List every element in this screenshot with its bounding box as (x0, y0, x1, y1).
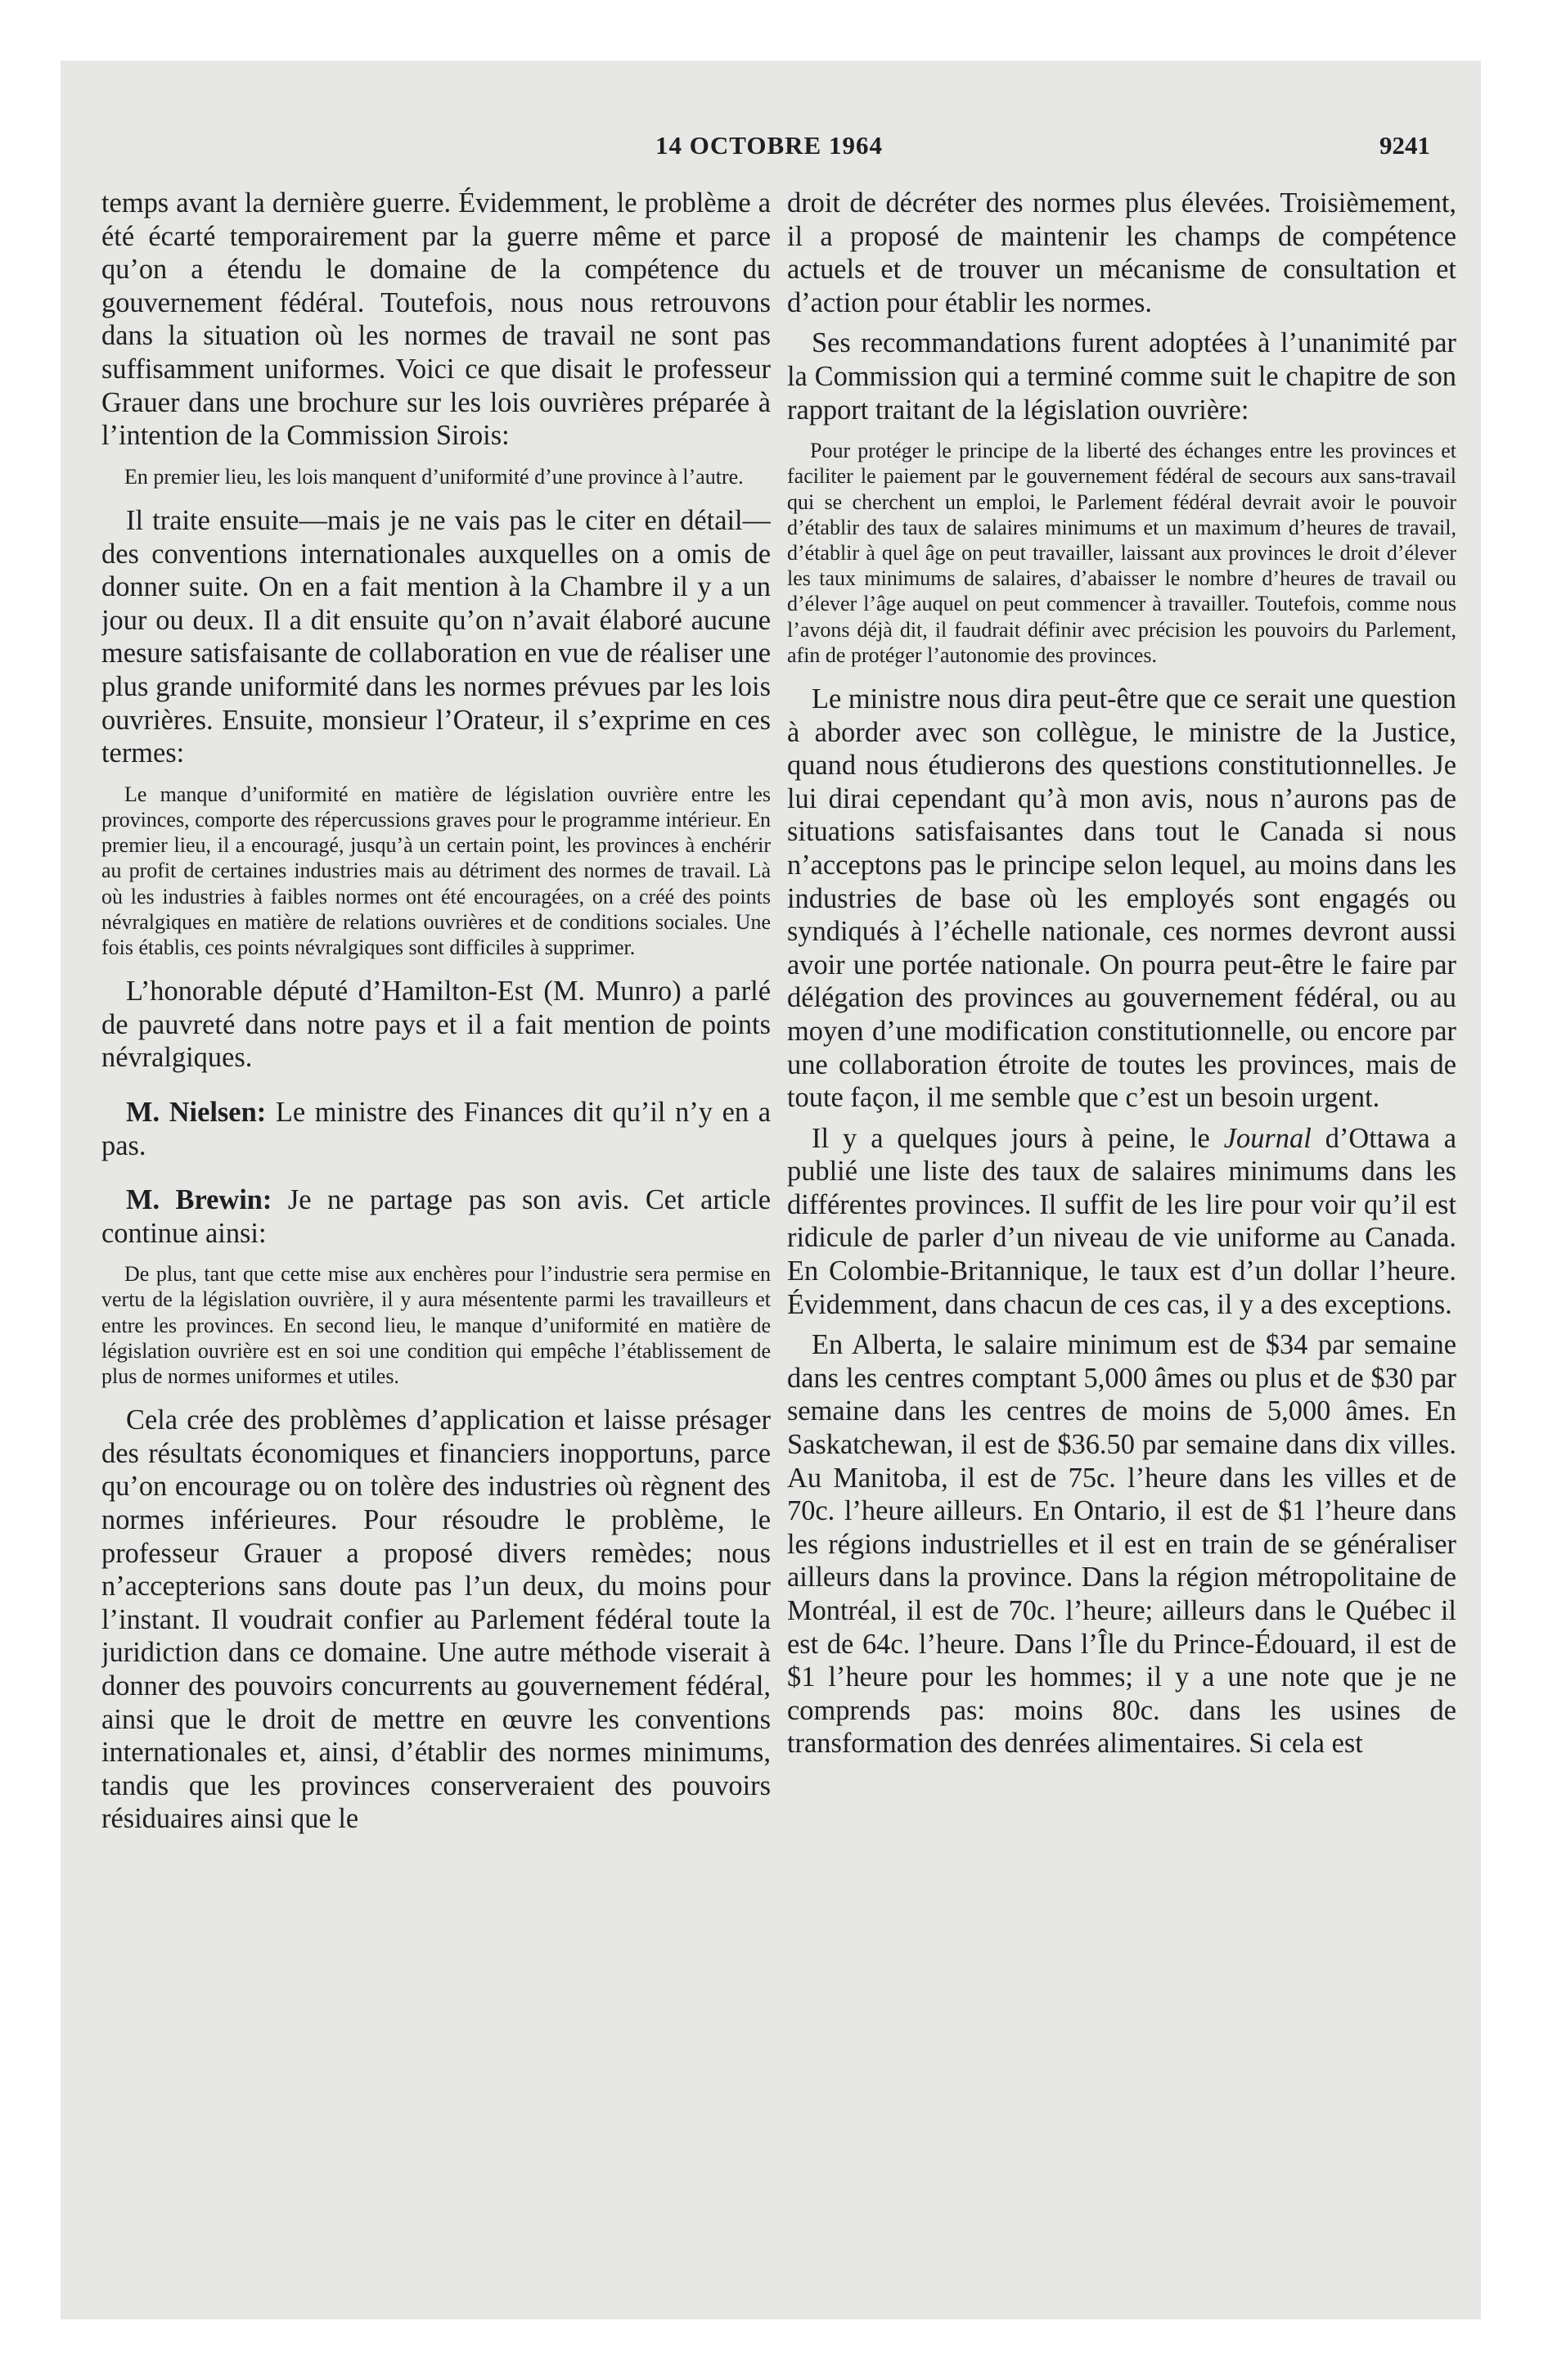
paragraph (787, 1122, 1456, 1322)
paragraph: L’honorable député d’Hamilton-Est (M. Munro) a parlé de pauvreté dans notre pays et il a fait mention de points névralgiques. (101, 976, 771, 1074)
page-header (98, 131, 1440, 177)
text-run: Il y a quelques jours à peine, le (812, 1122, 1224, 1154)
paragraph: Il traite ensuite—mais je ne vais pas le citer en détail—des conventions internationales auxquelles on a omis de donner suite. On en a fait mention à la Chambre il y a un jour ou deux. Il a dit ensuite qu’on n’avait élaboré aucune mesure satisfaisante de collaboration en vue de réaliser une plus grande uniformité dans les normes prévues par les lois ouvrières. Ensuite, monsieur l’Orateur, il s’exprime en ces termes: (101, 504, 771, 769)
speech-text: Le ministre des Finances dit qu’il n’y en a pas. (101, 1096, 771, 1161)
right-column (787, 187, 1456, 2282)
paragraph: temps avant la dernière guerre. Évidemment, le problème a été écarté temporairement par la guerre même et parce qu’on a étendu le domaine de la compétence du gouvernement fédéral. Toutefois, nous nous retrouvons dans la situation où les normes de travail ne sont pas suffisamment uniformes. Voici ce que disait le professeur Grauer dans une brochure sur les lois ouvrières préparée à l’intention de la Commission Sirois: (101, 187, 771, 452)
paragraph: En Alberta, le salaire minimum est de $34 par semaine dans les centres comptant 5,000 âmes ou plus et de $30 par semaine dans les centres de moins de 5,000 âmes. En Saskatchewan, il est de $36.50 par semaine dans dix villes. Au Manitoba, il est de 75c. l’heure dans les villes et de 70c. l’heure ailleurs. En Ontario, il est de $1 l’heure dans les régions industrielles et il est en train de se généraliser ailleurs dans la province. Dans la région métropolitaine de Montréal, il est de 70c. l’heure; ailleurs dans le Québec il est de 64c. l’heure. Dans l’Île du Prince-Édouard, il est de $1 l’heure pour les hommes; il y a une note que je ne comprends pas: moins 80c. dans les usines de transformation des denrées alimentaires. Si cela est (787, 1329, 1456, 1760)
block-quote: En premier lieu, les lois manquent d’uniformité d’une province à l’autre. (124, 464, 744, 489)
block-quote: Pour protéger le principe de la liberté des échanges entre les provinces et faciliter le paiement par le gouvernement fédéral de secours aux sans-travail qui se cherchent un emploi, le Parlement fédéral devrait avoir le pouvoir d’établir des taux de salaires minimums et un maximum d’heures de travail, d’établir à quel âge on peut travailler, laissant aux provinces le droit d’élever les taux minimums de salaires, d’abaisser le nombre d’heures de travail ou d’élever l’âge auquel on peut commencer à travailler. Toutefois, comme nous l’avons déjà dit, il faudrait définir avec précision les pouvoirs du Parlement, afin de protéger l’autonomie des provinces. (787, 439, 1456, 667)
paragraph: Ses recommandations furent adoptées à l’unanimité par la Commission qui a terminé comme suit le chapitre de son rapport traitant de la législation ouvrière: (787, 327, 1456, 426)
paragraph: Le ministre nous dira peut-être que ce serait une question à aborder avec son collègue, le ministre de la Justice, quand nous étudierons des questions constitutionnelles. Je lui dirai cependant qu’à mon avis, nous n’aurons pas de situations satisfaisantes dans tout le Canada si nous n’acceptons pas le principe selon lequel, au moins dans les industries de base où les employés sont engagés ou syndiqués à l’échelle nationale, ces normes devront aussi avoir une portée nationale. On pourra peut-être le faire par délégation des provinces au gouvernement fédéral, ou au moyen d’une modification constitutionnelle, ou encore par une collaboration étroite de toutes les provinces, mais de toute façon, il me semble que c’est un besoin urgent. (787, 683, 1456, 1114)
newspaper-title: Journal (1223, 1122, 1312, 1154)
block-quote: De plus, tant que cette mise aux enchères pour l’industrie sera permise en vertu de la législation ouvrière, il y aura mésentente parmi les travailleurs et entre les provinces. En second lieu, le manque d’uniformité en matière de législation ouvrière est en soi une condition qui empêche l’établissement de plus de normes uniformes et utiles. (101, 1262, 771, 1389)
block-quote: Le manque d’uniformité en matière de législation ouvrière entre les provinces, comporte des répercussions graves pour le programme intérieur. En premier lieu, il a encouragé, jusqu’à un certain point, les provinces à enchérir au profit de certaines industries mais au détriment des normes de travail. Là où les industries à faibles normes ont été encouragées, on a créé des points névralgiques en matière de relations ouvrières et de conditions sociales. Une fois établis, ces points névralgiques sont difficiles à supprimer. (101, 782, 771, 959)
header-date: 14 OCTOBRE 1964 (655, 131, 883, 160)
paragraph: Cela crée des problèmes d’application et laisse présager des résultats économiques et financiers inopportuns, parce qu’on encourage ou on tolère des industries où règnent des normes inférieures. Pour résoudre le problème, le professeur Grauer a proposé divers remèdes; nous n’accepterions sans doute pas l’un deux, du moins pour l’instant. Il voudrait confier au Parlement fédéral toute la juridiction dans ce domaine. Une autre méthode viserait à donner des pouvoirs concurrents au gouvernement fédéral, ainsi que le droit de mettre en œuvre les conventions internationales et, ainsi, d’établir des normes minimums, tandis que les provinces conserveraient des pouvoirs résiduaires ainsi que le (101, 1404, 771, 1835)
paragraph: droit de décréter des normes plus élevées. Troisièmement, il a proposé de maintenir les champs de compétence actuels et de trouver un mécanisme de consultation et d’action pour établir les normes. (787, 187, 1456, 318)
text-run: d’Ottawa a publié une liste des taux de salaires minimums dans les différentes provinces. Il suffit de les lire pour voir qu’il est ridicule de parler d’un niveau de vie uniforme au Canada. En Colombie-Britannique, le taux est d’un dollar l’heure. Évidemment, dans chacun de ces cas, il y a des exceptions. (787, 1122, 1456, 1320)
speech-brewin (101, 1183, 771, 1250)
speech-text: Je ne partage pas son avis. Cet article continue ainsi: (101, 1184, 771, 1249)
left-column (101, 187, 771, 2282)
speaker-name: M. Brewin: (126, 1184, 272, 1216)
speech-nielsen (101, 1096, 771, 1162)
speaker-name: M. Nielsen: (126, 1096, 267, 1128)
page-number: 9241 (1379, 131, 1430, 160)
